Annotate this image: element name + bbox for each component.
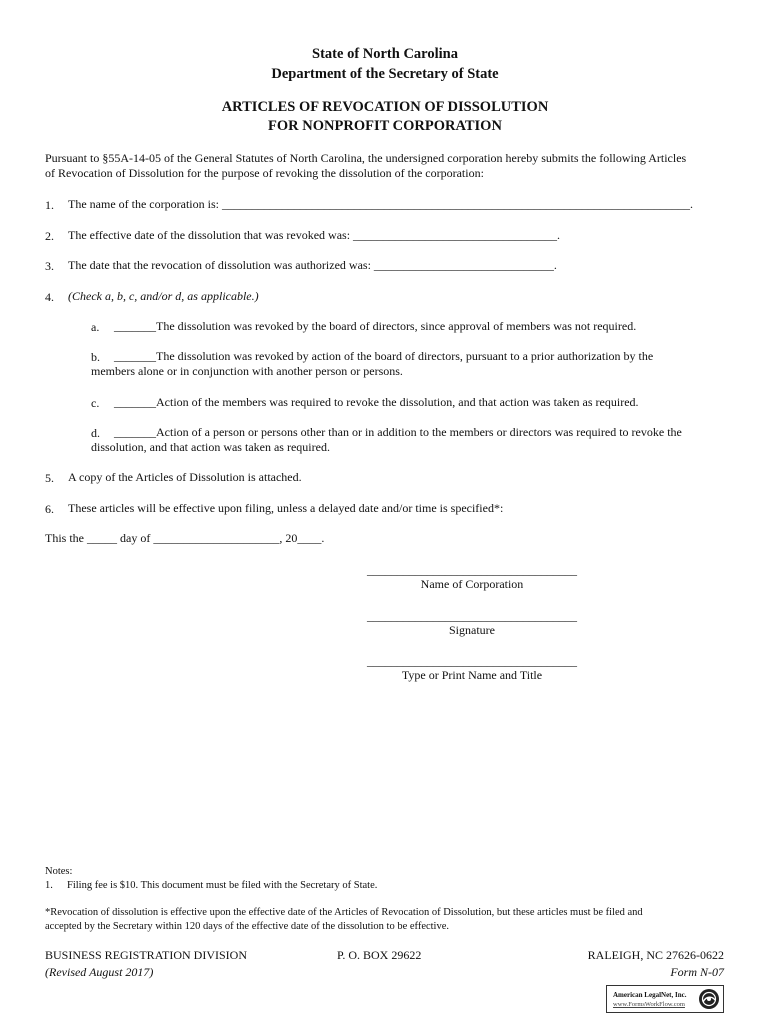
execution-date-field[interactable]: This the _____ day of _____________________, 20____. [45,531,325,545]
printed-name-title-label: Type or Print Name and Title [401,668,543,682]
dissolution-effective-date-field[interactable]: The effective date of the dissolution that was revoked was: __________________________________. [68,228,561,242]
footer-po-box: P. O. BOX 29622 [337,948,422,962]
option-b-label: b. [91,350,100,364]
option-a-checkline[interactable]: _______The dissolution was revoked by the board of directors, since approval of members was not required. [114,319,637,333]
logo-company-name: American LegalNet, Inc. [613,991,687,999]
logo-url[interactable]: www.FormsWorkFlow.com [613,1001,685,1008]
legalnet-logo [606,985,724,1013]
header-department: Department of the Secretary of State [271,66,499,82]
legalnet-globe-icon [698,988,720,1010]
item-5-text: A copy of the Articles of Dissolution is attached. [68,470,302,484]
item-1-number: 1. [45,198,54,212]
option-c-label: c. [91,396,100,410]
option-c-checkline[interactable]: _______Action of the members was required to revoke the dissolution, and that action was taken as required. [114,395,639,409]
item-3-number: 3. [45,259,54,273]
option-b-continuation: members alone or in conjunction with another person or persons. [91,364,403,378]
option-d-label: d. [91,426,100,440]
corporation-name-signature-line[interactable]: ___________________________________ [367,563,577,577]
note-1-text: Filing fee is $10. This document must be filed with the Secretary of State. [67,880,378,891]
form-title-line2: FOR NONPROFIT CORPORATION [268,118,502,134]
footer-form-number: Form N-07 [670,965,724,979]
footer-revised: (Revised August 2017) [45,965,154,979]
item-4-number: 4. [45,290,54,304]
revocation-authorized-date-field[interactable]: The date that the revocation of dissolution was authorized was: ______________________________. [68,258,557,272]
item-6-number: 6. [45,502,54,516]
intro-line1: Pursuant to §55A-14-05 of the General Statutes of North Carolina, the undersigned corporation hereby submits the following Articles [45,151,687,165]
check-instructions: (Check a, b, c, and/or d, as applicable.) [68,289,259,303]
option-d-checkline[interactable]: _______Action of a person or persons other than or in addition to the members or directors was required to revoke the [114,425,682,439]
option-a-label: a. [91,320,100,334]
intro-line2: of Revocation of Dissolution for the purpose of revoking the dissolution of the corporation: [45,166,484,180]
signature-label: Signature [449,623,495,637]
footer-city: RALEIGH, NC 27626-0622 [587,948,724,962]
item-5-number: 5. [45,471,54,485]
option-b-checkline[interactable]: _______The dissolution was revoked by action of the board of directors, pursuant to a prior authorization by the [114,349,654,363]
name-of-corporation-label: Name of Corporation [420,577,524,591]
item-6-text: These articles will be effective upon filing, unless a delayed date and/or time is specified*: [68,501,504,515]
option-d-continuation: dissolution, and that action was taken as required. [91,440,330,454]
footer-division: BUSINESS REGISTRATION DIVISION [45,948,248,962]
corporation-name-field[interactable]: The name of the corporation is: ______________________________________________________________________________. [68,197,693,211]
form-title-line1: ARTICLES OF REVOCATION OF DISSOLUTION [221,99,549,115]
item-2-number: 2. [45,229,54,243]
asterisk-note-line2: accepted by the Secretary within 120 days of the effective date of the dissolution to be effective. [45,921,450,932]
notes-heading: Notes: [45,866,73,877]
note-1-number: 1. [45,880,53,891]
header-state: State of North Carolina [312,46,458,62]
signature-line[interactable]: ___________________________________ [367,609,577,623]
asterisk-note-line1: *Revocation of dissolution is effective upon the effective date of the Articles of Revocation of Dissolution, but these articles must be filed and [45,907,643,918]
printed-name-title-line[interactable]: ___________________________________ [367,654,577,668]
